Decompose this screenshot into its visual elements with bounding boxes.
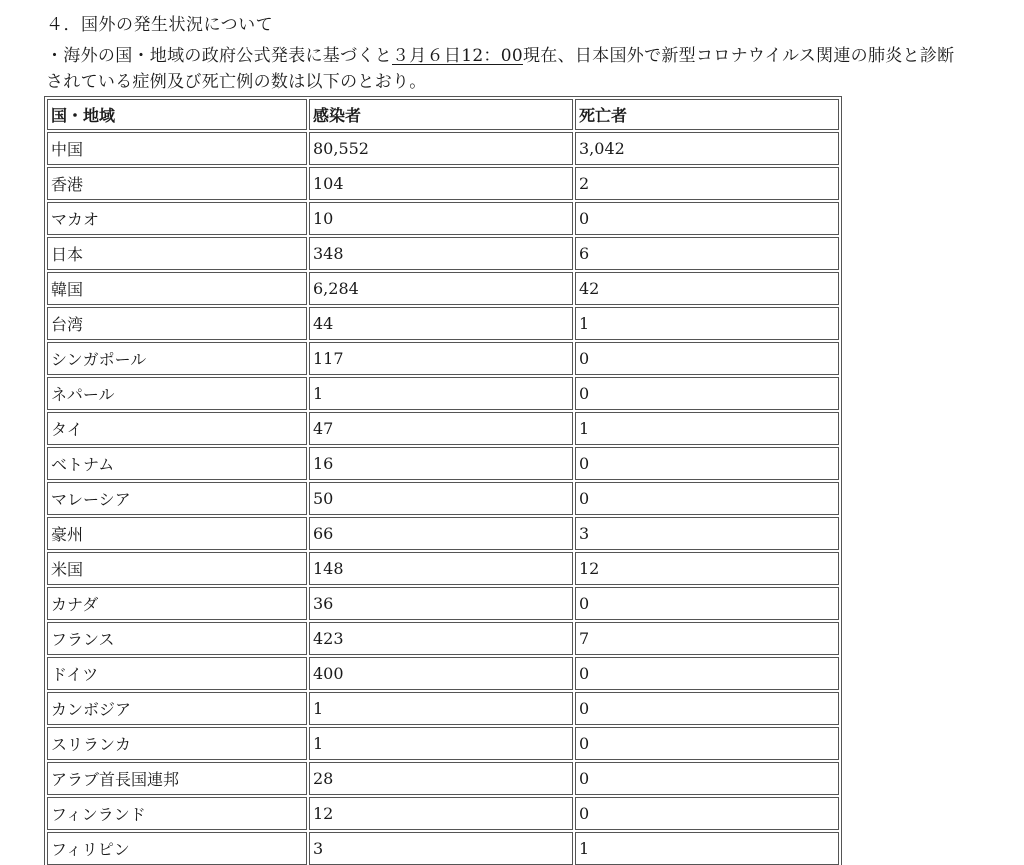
- region-cell: ドイツ: [47, 657, 307, 690]
- header-region: 国・地域: [47, 99, 307, 130]
- section-heading: ４．国外の発生状況について: [46, 15, 274, 35]
- infected-cell: 16: [309, 447, 573, 480]
- deaths-cell: 3,042: [575, 132, 839, 165]
- table-row: [47, 552, 839, 585]
- table-row: [47, 447, 839, 480]
- table-row: [47, 412, 839, 445]
- deaths-cell: 0: [575, 202, 839, 235]
- infected-cell: 1: [309, 727, 573, 760]
- region-cell: 豪州: [47, 517, 307, 550]
- intro-paragraph: [46, 43, 1006, 95]
- region-cell: シンガポール: [47, 342, 307, 375]
- region-cell: マカオ: [47, 202, 307, 235]
- intro-text-before: ・海外の国・地域の政府公式発表に基づくと: [46, 46, 392, 66]
- infected-cell: 117: [309, 342, 573, 375]
- infected-cell: 1: [309, 377, 573, 410]
- table-row: [47, 167, 839, 200]
- table-row: [47, 587, 839, 620]
- header-infected: 感染者: [309, 99, 573, 130]
- deaths-cell: 1: [575, 412, 839, 445]
- region-cell: フィンランド: [47, 797, 307, 830]
- deaths-cell: 0: [575, 727, 839, 760]
- region-cell: スリランカ: [47, 727, 307, 760]
- region-cell: ネパール: [47, 377, 307, 410]
- region-cell: 日本: [47, 237, 307, 270]
- table-row: [47, 132, 839, 165]
- table-row: [47, 482, 839, 515]
- deaths-cell: 7: [575, 622, 839, 655]
- table-row: [47, 342, 839, 375]
- region-cell: 中国: [47, 132, 307, 165]
- table-row: [47, 377, 839, 410]
- intro-date: ３月６日12：00: [392, 46, 523, 66]
- cases-table: [44, 96, 842, 865]
- table-row: [47, 692, 839, 725]
- deaths-cell: 42: [575, 272, 839, 305]
- region-cell: 韓国: [47, 272, 307, 305]
- region-cell: アラブ首長国連邦: [47, 762, 307, 795]
- infected-cell: 28: [309, 762, 573, 795]
- infected-cell: 80,552: [309, 132, 573, 165]
- deaths-cell: 0: [575, 797, 839, 830]
- table-row: [47, 202, 839, 235]
- deaths-cell: 0: [575, 657, 839, 690]
- table-row: [47, 517, 839, 550]
- region-cell: 香港: [47, 167, 307, 200]
- intro-line-2: されている症例及び死亡例の数は以下のとおり。: [46, 72, 427, 92]
- infected-cell: 104: [309, 167, 573, 200]
- table-row: [47, 762, 839, 795]
- table-row: [47, 727, 839, 760]
- region-cell: 台湾: [47, 307, 307, 340]
- region-cell: カナダ: [47, 587, 307, 620]
- deaths-cell: 3: [575, 517, 839, 550]
- table-row: [47, 832, 839, 865]
- deaths-cell: 0: [575, 482, 839, 515]
- intro-text-after: 現在、日本国外で新型コロナウイルス関連の肺炎と診断: [522, 46, 955, 66]
- infected-cell: 12: [309, 797, 573, 830]
- table-row: [47, 657, 839, 690]
- infected-cell: 36: [309, 587, 573, 620]
- region-cell: タイ: [47, 412, 307, 445]
- region-cell: カンボジア: [47, 692, 307, 725]
- infected-cell: 50: [309, 482, 573, 515]
- deaths-cell: 6: [575, 237, 839, 270]
- infected-cell: 44: [309, 307, 573, 340]
- region-cell: フランス: [47, 622, 307, 655]
- intro-line-1: [46, 43, 1006, 69]
- table-body: [47, 132, 839, 865]
- deaths-cell: 12: [575, 552, 839, 585]
- table-header-row: [47, 99, 839, 130]
- infected-cell: 400: [309, 657, 573, 690]
- table-row: [47, 272, 839, 305]
- region-cell: フィリピン: [47, 832, 307, 865]
- table-row: [47, 237, 839, 270]
- deaths-cell: 2: [575, 167, 839, 200]
- infected-cell: 348: [309, 237, 573, 270]
- infected-cell: 148: [309, 552, 573, 585]
- infected-cell: 10: [309, 202, 573, 235]
- infected-cell: 3: [309, 832, 573, 865]
- deaths-cell: 1: [575, 307, 839, 340]
- infected-cell: 1: [309, 692, 573, 725]
- infected-cell: 423: [309, 622, 573, 655]
- deaths-cell: 0: [575, 692, 839, 725]
- deaths-cell: 0: [575, 342, 839, 375]
- infected-cell: 66: [309, 517, 573, 550]
- infected-cell: 6,284: [309, 272, 573, 305]
- table-row: [47, 797, 839, 830]
- deaths-cell: 0: [575, 377, 839, 410]
- deaths-cell: 0: [575, 587, 839, 620]
- deaths-cell: 0: [575, 447, 839, 480]
- region-cell: ベトナム: [47, 447, 307, 480]
- region-cell: 米国: [47, 552, 307, 585]
- header-deaths: 死亡者: [575, 99, 839, 130]
- table-row: [47, 307, 839, 340]
- deaths-cell: 1: [575, 832, 839, 865]
- table-row: [47, 622, 839, 655]
- region-cell: マレーシア: [47, 482, 307, 515]
- infected-cell: 47: [309, 412, 573, 445]
- deaths-cell: 0: [575, 762, 839, 795]
